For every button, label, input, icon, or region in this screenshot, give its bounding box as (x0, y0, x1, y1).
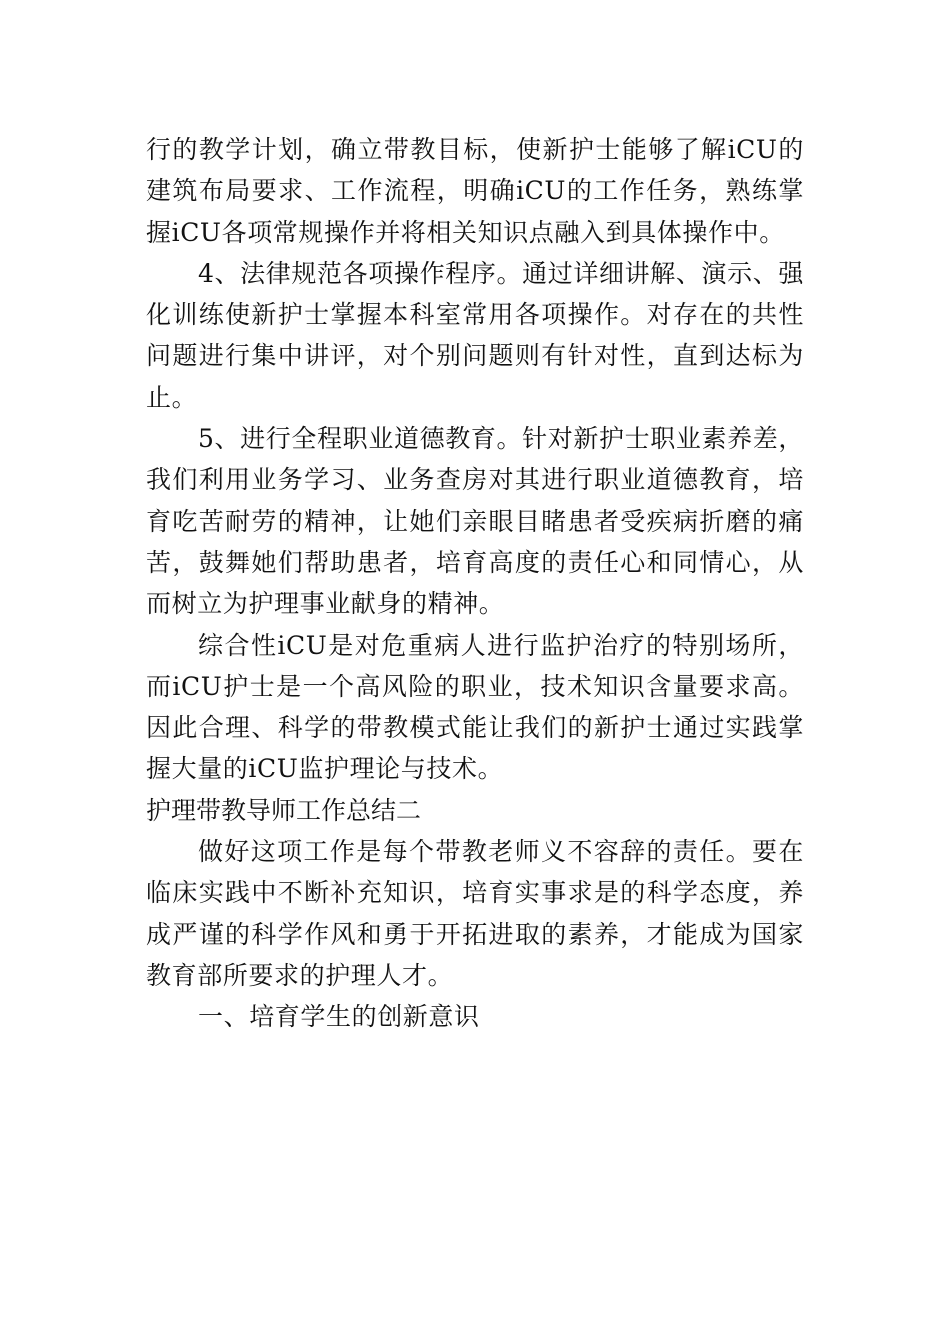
paragraph-item-4: 4、法律规范各项操作程序。通过详细讲解、演示、强化训练使新护士掌握本科室常用各项操作。对存在的共性问题进行集中讲评，对个别问题则有针对性，直到达标为止。 (146, 258, 804, 412)
paragraph-continuation: 行的教学计划，确立带教目标，使新护士能够了解iCU的建筑布局要求、工作流程，明确iCU的工作任务，熟练掌握iCU各项常规操作并将相关知识点融入到具体操作中。 (146, 135, 804, 247)
paragraph-intro: 做好这项工作是每个带教老师义不容辞的责任。要在临床实践中不断补充知识，培育实事求是的科学态度，养成严谨的科学作风和勇于开拓进取的素养，才能成为国家教育部所要求的护理人才。 (146, 837, 804, 990)
subheading-1: 一、培育学生的创新意识 (198, 1002, 480, 1032)
paragraph-icu-summary: 综合性iCU是对危重病人进行监护治疗的特别场所，而iCU护士是一个高风险的职业，技术知识含量要求高。因此合理、科学的带教模式能让我们的新护士通过实践掌握大量的iCU监护理论与技术。 (146, 630, 804, 784)
section-title: 护理带教导师工作总结二 (146, 795, 422, 825)
paragraph-item-5: 5、进行全程职业道德教育。针对新护士职业素养差，我们利用业务学习、业务查房对其进行职业道德教育，培育吃苦耐劳的精神，让她们亲眼目睹患者受疾病折磨的痛苦，鼓舞她们帮助患者，培育高度的责任心和同情心，从而树立为护理事业献身的精神。 (146, 424, 804, 619)
